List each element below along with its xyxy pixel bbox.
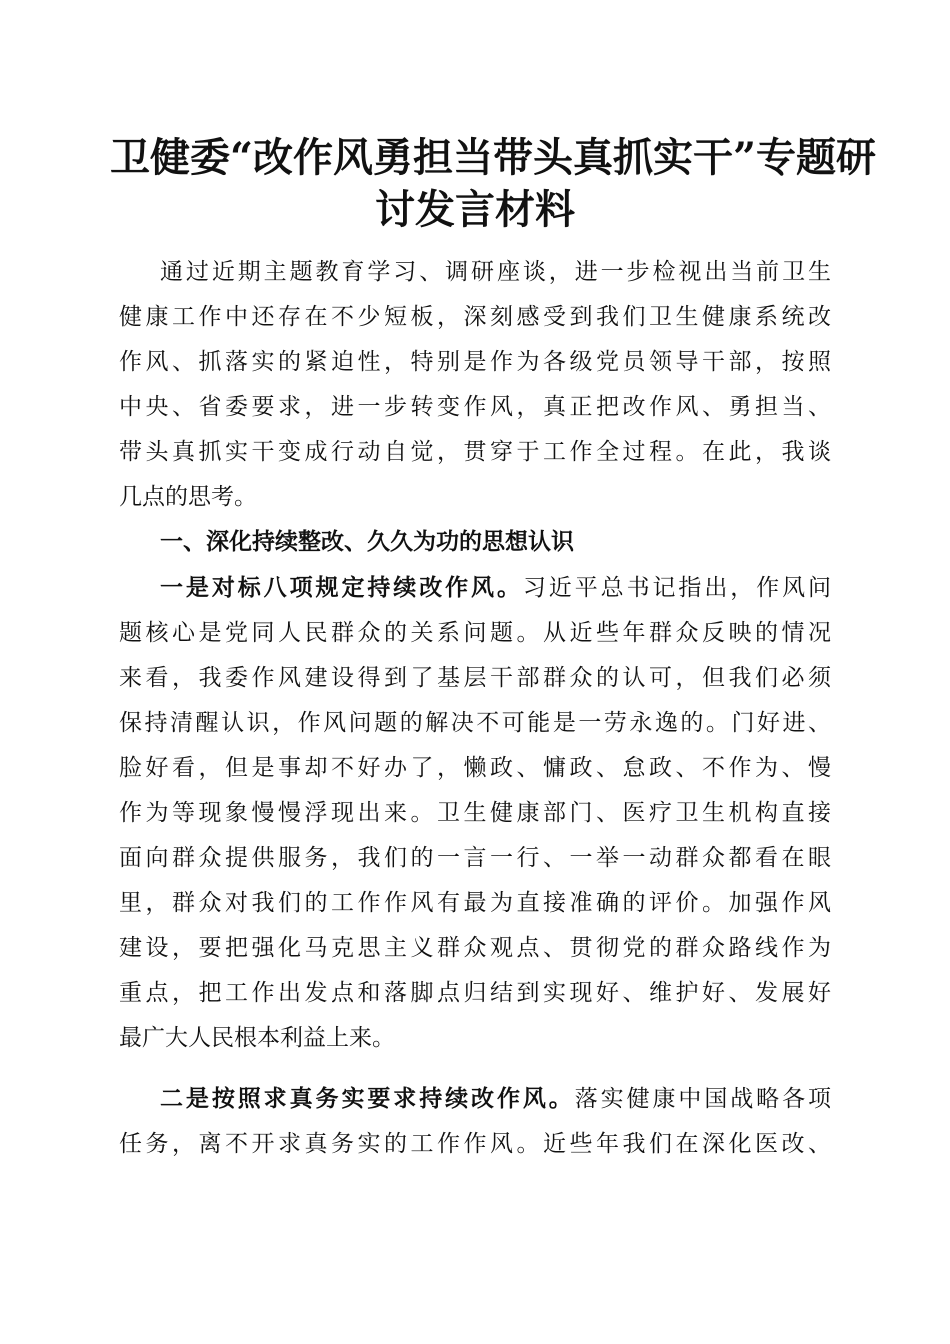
para1-line: 题核心是党同人民群众的关系问题。从近些年群众反映的情况 <box>119 620 831 646</box>
intro-line: 中央、省委要求，进一步转变作风，真正把改作风、勇担当、 <box>119 394 831 420</box>
intro-line: 带头真抓实干变成行动自觉，贯穿于工作全过程。在此，我谈 <box>119 439 831 465</box>
para1-line: 里，群众对我们的工作作风有最为直接准确的评价。加强作风 <box>119 890 831 916</box>
para1-line: 重点，把工作出发点和落脚点归结到实现好、维护好、发展好 <box>119 980 831 1006</box>
para1-line-1 <box>160 566 831 610</box>
para2-line-1-rest: 落实健康中国战略各项 <box>574 1086 832 1112</box>
para2-line-1 <box>160 1077 831 1121</box>
intro-line: 通过近期主题教育学习、调研座谈，进一步检视出当前卫生 <box>160 259 831 285</box>
para1-line: 来看，我委作风建设得到了基层干部群众的认可，但我们必须 <box>119 665 831 691</box>
document-title-line-2: 讨发言材料 <box>375 186 575 233</box>
para1-line: 脸好看，但是事却不好办了，懒政、慵政、怠政、不作为、慢 <box>119 755 831 781</box>
intro-line: 健康工作中还存在不少短板，深刻感受到我们卫生健康系统改 <box>119 304 831 330</box>
para2-line: 任务，离不开求真务实的工作作风。近些年我们在深化医改、 <box>119 1131 831 1157</box>
para1-lead: 一是对标八项规定持续改作风。 <box>160 574 523 601</box>
section-heading: 一、深化持续整改、久久为功的思想认识 <box>160 529 574 555</box>
para1-line: 建设，要把强化马克思主义群众观点、贯彻党的群众路线作为 <box>119 935 831 961</box>
para1-line: 面向群众提供服务，我们的一言一行、一举一动群众都看在眼 <box>119 845 831 871</box>
para1-line: 最广大人民根本利益上来。 <box>119 1025 395 1051</box>
para2-lead: 二是按照求真务实要求持续改作风。 <box>160 1085 575 1112</box>
para1-line: 保持清醒认识，作风问题的解决不可能是一劳永逸的。门好进、 <box>119 710 831 736</box>
intro-line: 几点的思考。 <box>119 484 257 510</box>
document-title-line-1: 卫健委“改作风勇担当带头真抓实干”专题研 <box>110 134 877 181</box>
para1-line-1-rest: 习近平总书记指出，作风问 <box>522 575 832 601</box>
para1-line: 作为等现象慢慢浮现出来。卫生健康部门、医疗卫生机构直接 <box>119 800 831 826</box>
intro-line: 作风、抓落实的紧迫性，特别是作为各级党员领导干部，按照 <box>119 349 831 375</box>
